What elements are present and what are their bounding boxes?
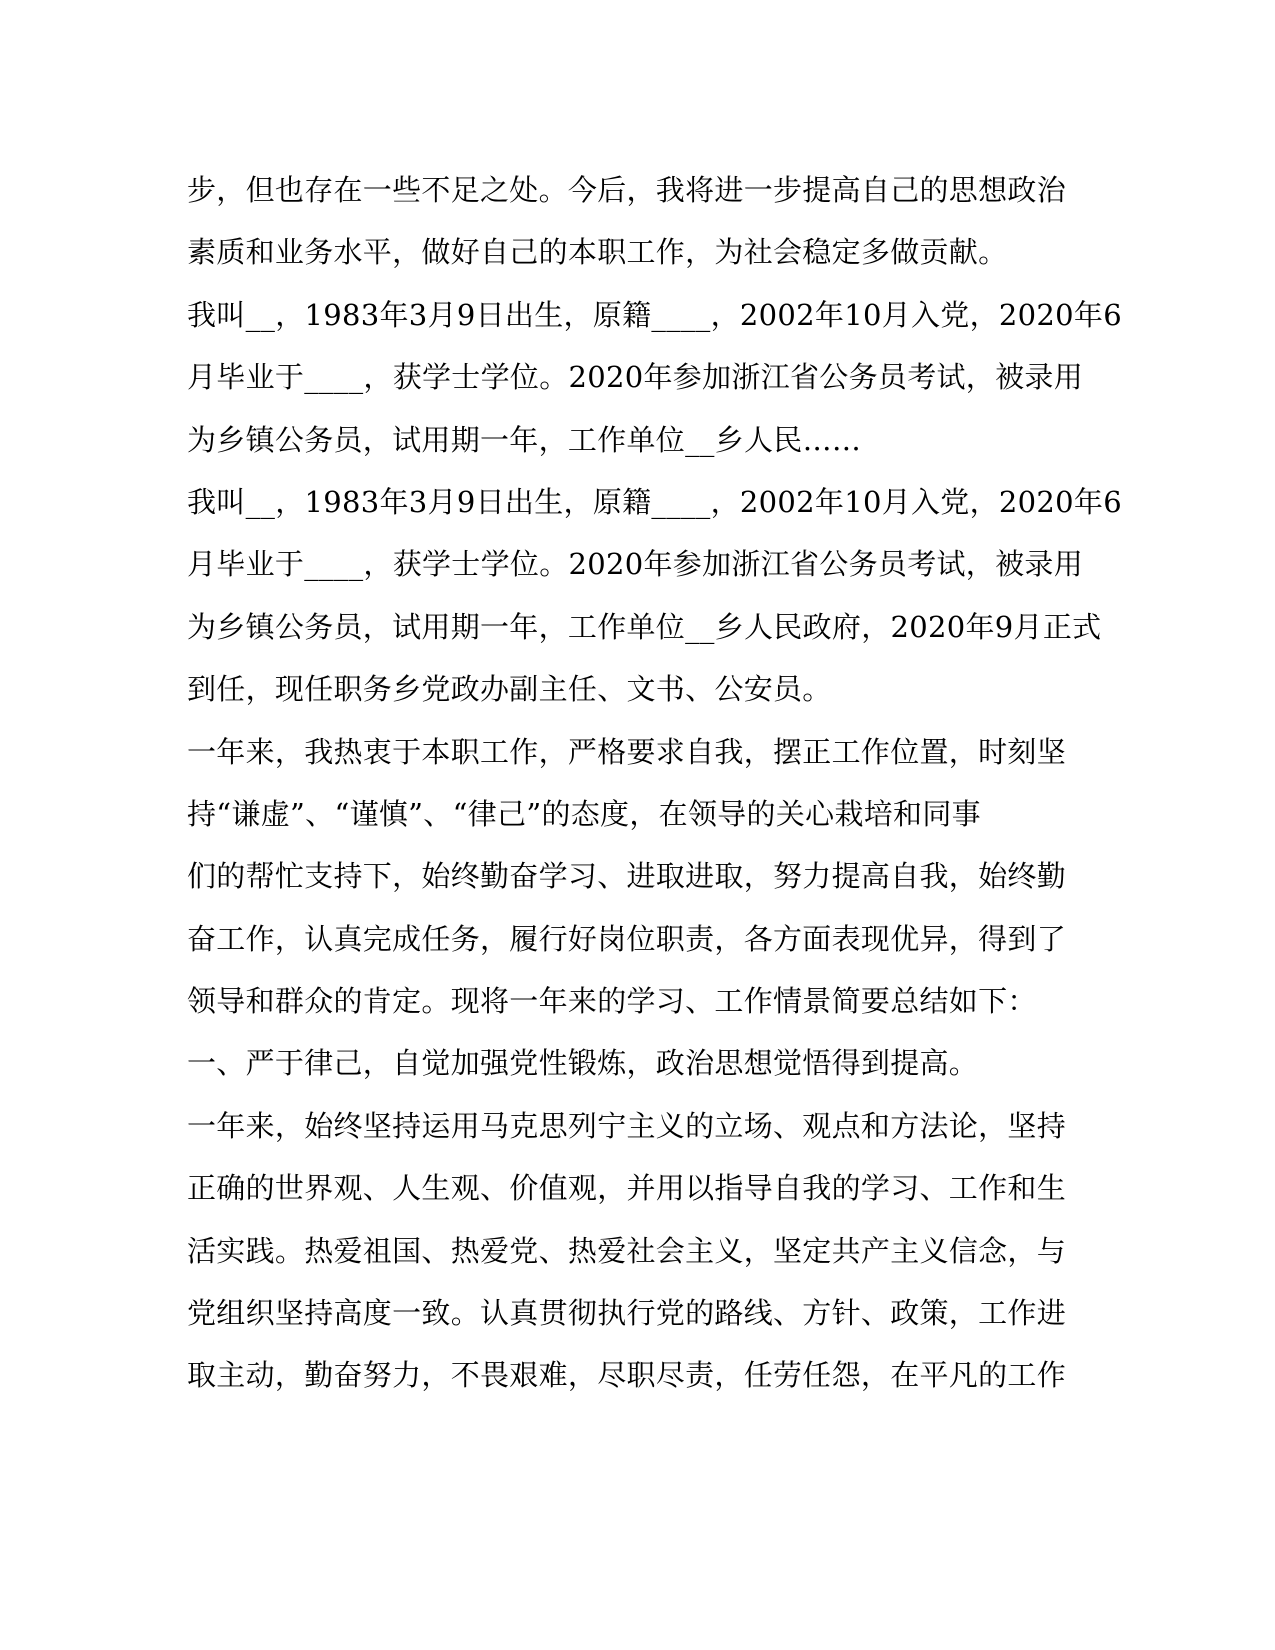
section-heading: 一、严于律己，自觉加强党性锻炼，政治思想觉悟得到提高。 [187, 1046, 979, 1081]
text-line: 活实践。热爱祖国、热爱党、热爱社会主义，坚定共产主义信念，与 [187, 1233, 1067, 1268]
text-line: 为乡镇公务员，试用期一年，工作单位__乡人民…… [187, 422, 862, 457]
text-line: 月毕业于____，获学士学位。2020年参加浙江省公务员考试，被录用 [187, 360, 1084, 395]
text-line: 素质和业务水平，做好自己的本职工作，为社会稳定多做贡献。 [187, 235, 1008, 270]
text-line: 正确的世界观、人生观、价值观，并用以指导自我的学习、工作和生 [187, 1171, 1067, 1206]
text-line: 步，但也存在一些不足之处。今后，我将进一步提高自己的思想政治 [187, 173, 1067, 207]
text-line: 们的帮忙支持下，始终勤奋学习、进取进取，努力提高自我，始终勤 [187, 859, 1067, 894]
document-body [187, 159, 1122, 1407]
text-line: 一年来，始终坚持运用马克思列宁主义的立场、观点和方法论，坚持 [187, 1108, 1067, 1143]
text-line: 我叫__，1983年3月9日出生，原籍____，2002年10月入党，2020年6 [187, 484, 1122, 519]
text-line: 为乡镇公务员，试用期一年，工作单位__乡人民政府，2020年9月正式 [187, 609, 1102, 644]
text-line: 到任，现任职务乡党政办副主任、文书、公安员。 [187, 672, 832, 707]
text-line: 我叫__，1983年3月9日出生，原籍____，2002年10月入党，2020年6 [187, 297, 1122, 332]
text-line: 领导和群众的肯定。现将一年来的学习、工作情景简要总结如下： [187, 984, 1037, 1019]
text-line: 奋工作，认真完成任务，履行好岗位职责，各方面表现优异，得到了 [187, 921, 1067, 956]
text-line: 一年来，我热衷于本职工作，严格要求自我，摆正工作位置，时刻坚 [187, 734, 1067, 769]
text-line: 取主动，勤奋努力，不畏艰难，尽职尽责，任劳任怨，在平凡的工作 [187, 1358, 1067, 1393]
text-line: 持“谦虚”、“谨慎”、“律己”的态度，在领导的关心栽培和同事 [187, 796, 981, 831]
text-line: 党组织坚持高度一致。认真贯彻执行党的路线、方针、政策，工作进 [187, 1296, 1067, 1331]
text-line: 月毕业于____，获学士学位。2020年参加浙江省公务员考试，被录用 [187, 547, 1084, 582]
